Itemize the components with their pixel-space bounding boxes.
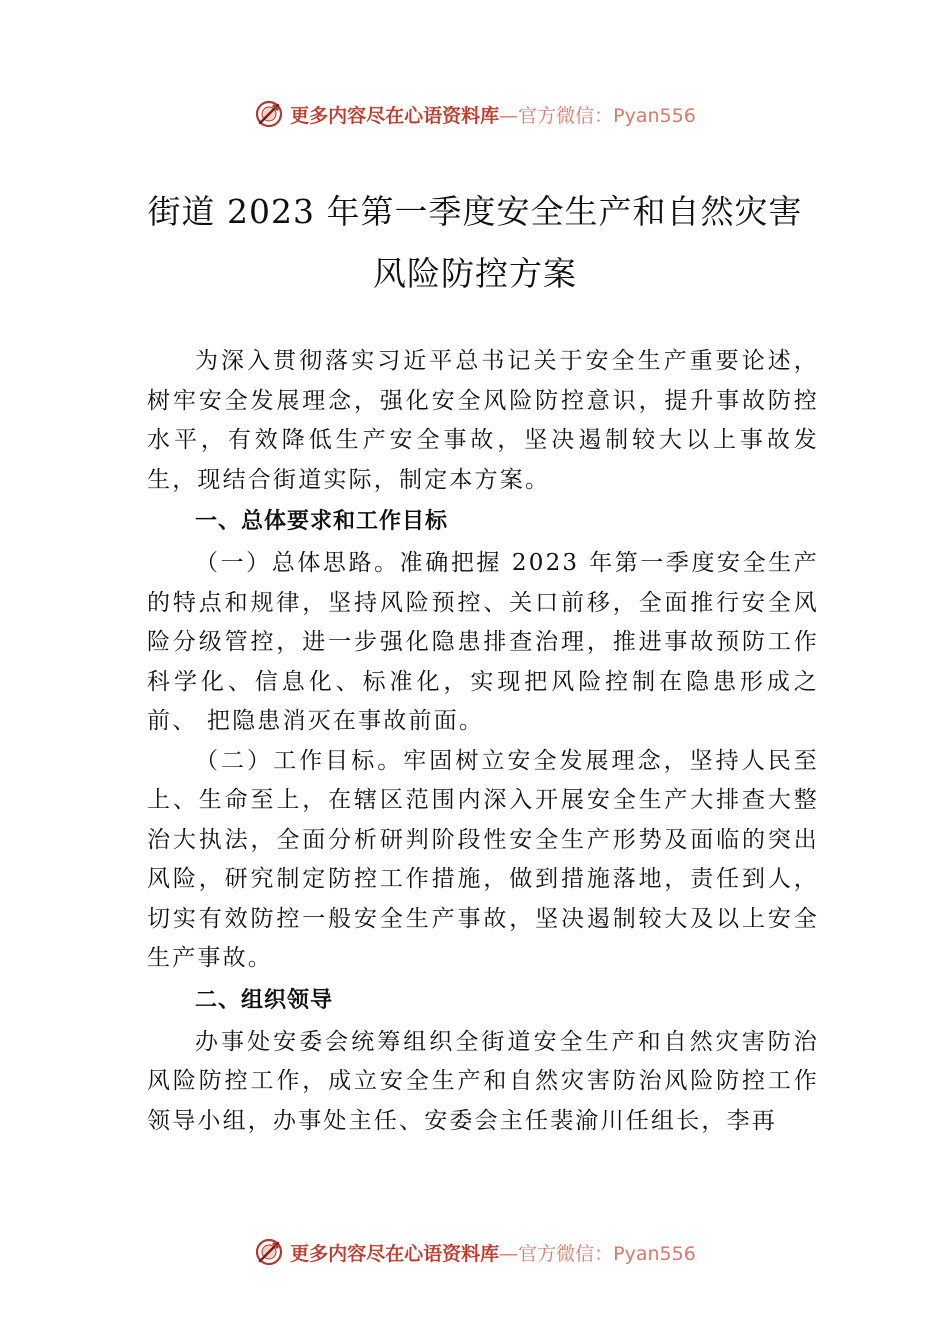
- pen-seal-logo-icon: [254, 99, 284, 129]
- header-banner: [0, 94, 950, 134]
- banner-wechat-text: —官方微信：Pyan556: [499, 1242, 696, 1265]
- document-title-line-1: 街道 2023 年第一季度安全生产和自然灾害: [147, 192, 803, 231]
- section-2-paragraph-1: 办事处安委会统筹组织全街道安全生产和自然灾害防治风险防控工作，成立安全生产和自然灾害防治风险防控工作领导小组，办事处主任、安委会主任裴渝川任组长，李再: [147, 1028, 819, 1134]
- section-1-paragraph-2: （二）工作目标。牢固树立安全发展理念，坚持人民至上、生命至上，在辖区范围内深入开展安全生产大排查大整治大执法，全面分析研判阶段性安全生产形势及面临的突出风险，研究制定防控工作措施，做到措施落地，责任到人， 切实有效防控一般安全生产事故，坚决遏制较大及以上安全生产事故。: [147, 747, 819, 971]
- banner-library-text: 更多内容尽在心语资料库: [290, 104, 500, 127]
- banner-library-text: 更多内容尽在心语资料库: [290, 1242, 500, 1265]
- section-1-paragraph-1: （一）总体思路。准确把握 2023 年第一季度安全生产的特点和规律，坚持风险预控、关口前移，全面推行安全风险分级管控，进一步强化隐患排查治理，推进事故预防工作科学化、信息化、标准化，实现把风险控制在隐患形成之前、 把隐患消灭在事故前面。: [147, 550, 819, 734]
- banner-wechat-text: —官方微信：Pyan556: [499, 104, 696, 127]
- footer-banner: [0, 1232, 950, 1272]
- section-1-heading: 一、总体要求和工作目标: [195, 509, 449, 534]
- intro-paragraph: 为深入贯彻落实习近平总书记关于安全生产重要论述，树牢安全发展理念，强化安全风险防控意识，提升事故防控水平，有效降低生产安全事故，坚决遏制较大以上事故发生，现结合街道实际，制定本方案。: [147, 348, 819, 493]
- document-title-line-2: 风险防控方案: [373, 254, 577, 293]
- section-2-heading: 二、组织领导: [195, 987, 334, 1013]
- pen-seal-logo-icon: [254, 1237, 284, 1267]
- document-body: [147, 342, 819, 1141]
